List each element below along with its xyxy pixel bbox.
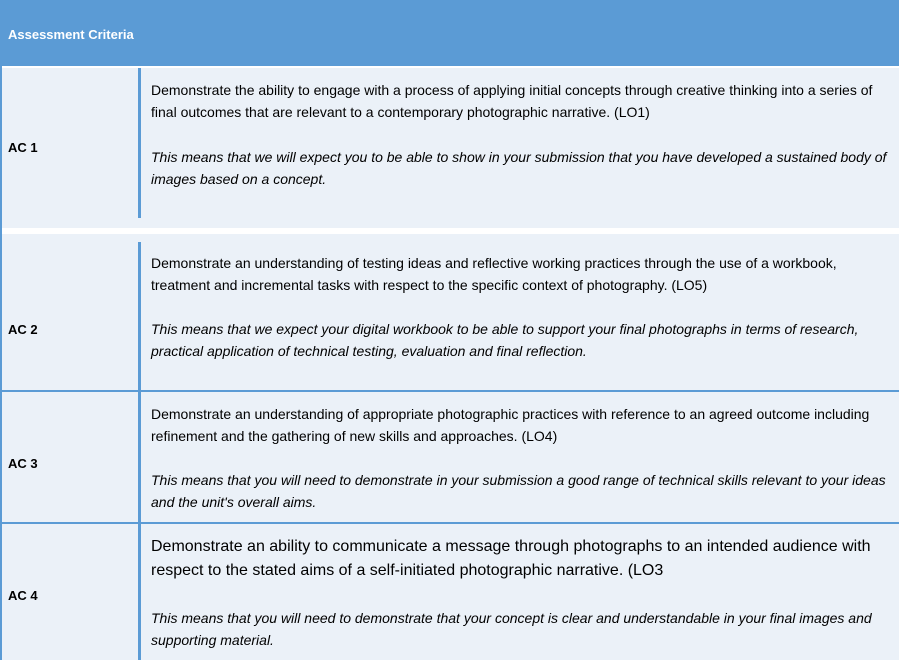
criterion-description: Demonstrate an understanding of appropriate photographic practices with reference to an agreed outcome including refinement and the gathering of new skills and approaches. (LO4) bbox=[151, 406, 870, 444]
table-header bbox=[0, 0, 899, 66]
table-title: Assessment Criteria bbox=[8, 27, 134, 42]
criterion-code: AC 2 bbox=[8, 322, 38, 337]
criterion-row-ac2 bbox=[0, 234, 899, 390]
criterion-description: Demonstrate the ability to engage with a process of applying initial concepts through creative thinking into a series of final outcomes that are relevant to a contemporary photographic narrative. (LO1) bbox=[151, 82, 873, 120]
criterion-code: AC 3 bbox=[8, 456, 38, 471]
criterion-code: AC 1 bbox=[8, 140, 38, 155]
criterion-note: This means that you will need to demonstrate in your submission a good range of technical skills relevant to your ideas and the unit's overall aims. bbox=[151, 472, 886, 510]
code-cell bbox=[0, 242, 141, 390]
code-cell bbox=[0, 392, 141, 522]
criterion-row-ac3 bbox=[0, 392, 899, 522]
code-cell bbox=[0, 68, 141, 218]
criterion-note: This means that we expect your digital workbook to be able to support your final photographs in terms of research, practical application of technical testing, evaluation and final reflection. bbox=[151, 321, 859, 359]
criterion-row-ac1 bbox=[0, 68, 899, 228]
criterion-note: This means that you will need to demonstrate that your concept is clear and understandable in your final images and supporting material. bbox=[151, 610, 872, 648]
criterion-description: Demonstrate an ability to communicate a message through photographs to an intended audience with respect to the stated aims of a self-initiated photographic narrative. (LO3 bbox=[151, 538, 871, 579]
criterion-code: AC 4 bbox=[8, 588, 38, 603]
criterion-note: This means that we will expect you to be able to show in your submission that you have developed a sustained body of images based on a concept. bbox=[151, 149, 887, 187]
left-border bbox=[0, 66, 2, 660]
criterion-description: Demonstrate an understanding of testing ideas and reflective working practices through the use of a workbook, treatment and incremental tasks with respect to the specific context of photography. (LO5) bbox=[151, 255, 837, 293]
criterion-row-ac4 bbox=[0, 524, 899, 660]
code-cell bbox=[0, 524, 141, 660]
